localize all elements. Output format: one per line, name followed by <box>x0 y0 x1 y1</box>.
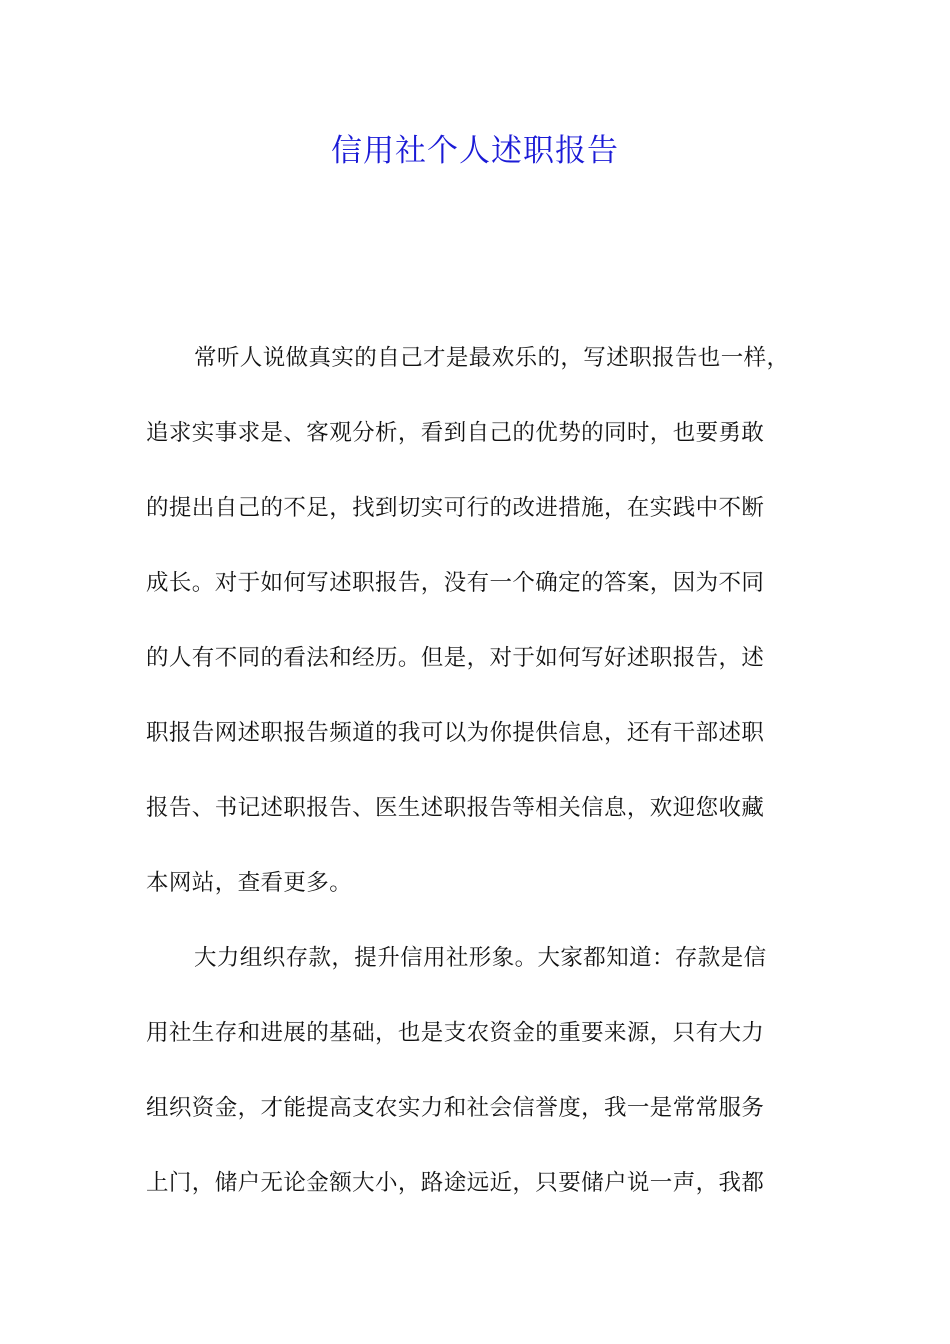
paragraph-1-line-6: 职报告网述职报告频道的我可以为你提供信息，还有干部述职 <box>146 720 765 746</box>
paragraph-1-line-5: 的人有不同的看法和经历。但是，对于如何写好述职报告，述 <box>146 645 765 671</box>
paragraph-2-line-1: 大力组织存款，提升信用社形象。大家都知道：存款是信 <box>194 945 767 971</box>
paragraph-1-line-4: 成长。对于如何写述职报告，没有一个确定的答案，因为不同 <box>146 570 765 596</box>
paragraph-1-line-3: 的提出自己的不足，找到切实可行的改进措施，在实践中不断 <box>146 495 765 521</box>
paragraph-1-line-1: 常听人说做真实的自己才是最欢乐的，写述职报告也一样， <box>194 345 790 371</box>
paragraph-1-line-2: 追求实事求是、客观分析，看到自己的优势的同时，也要勇敢 <box>146 420 765 446</box>
document-body <box>146 338 808 1218</box>
paragraph-2-line-4: 上门，储户无论金额大小，路途远近，只要储户说一声，我都 <box>146 1170 765 1196</box>
paragraph-1-line-8: 本网站，查看更多。 <box>146 870 353 896</box>
paragraph-2-line-2: 用社生存和进展的基础，也是支农资金的重要来源，只有大力 <box>146 1020 765 1046</box>
paragraph-1-line-7: 报告、书记述职报告、医生述职报告等相关信息，欢迎您收藏 <box>146 795 765 821</box>
document-title: 信用社个人述职报告 <box>331 133 619 169</box>
paragraph-2-line-3: 组织资金，才能提高支农实力和社会信誉度，我一是常常服务 <box>146 1095 765 1121</box>
